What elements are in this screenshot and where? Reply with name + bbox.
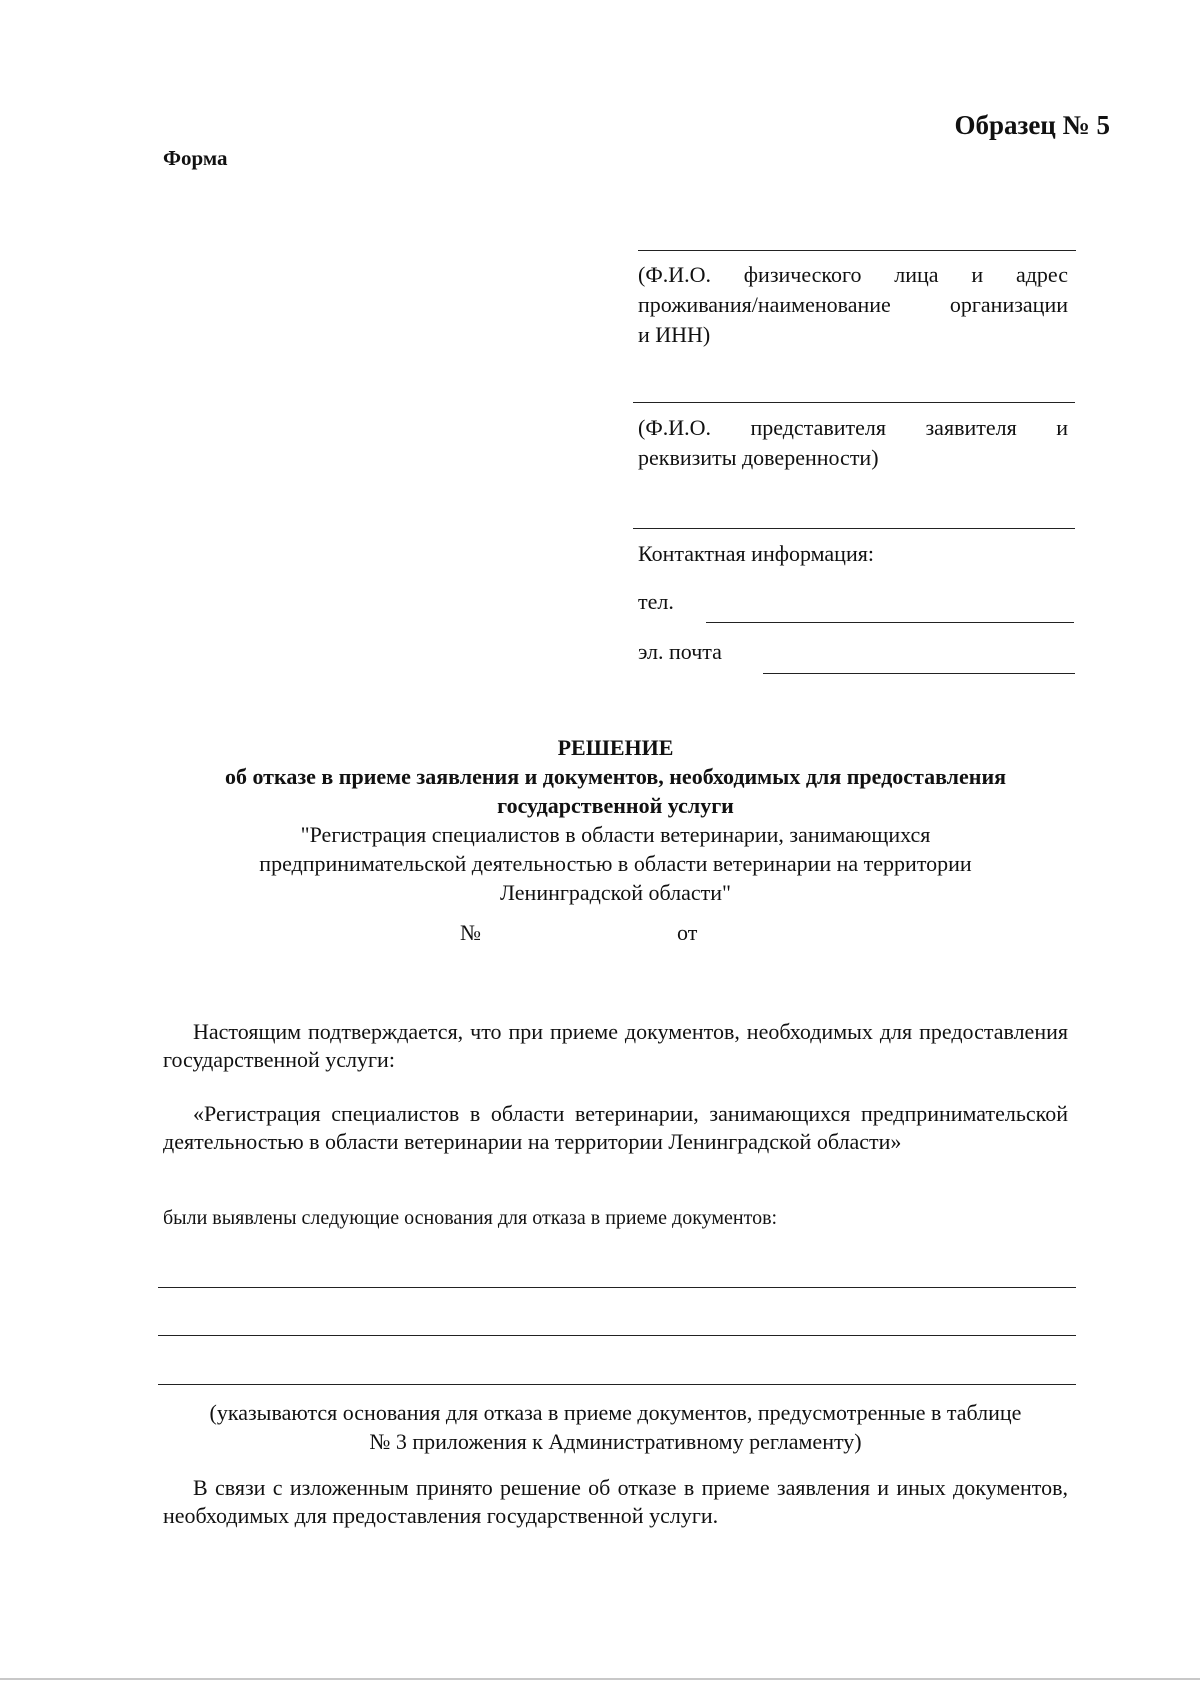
representative-caption: [638, 413, 1068, 473]
grounds-note-line: (указываются основания для отказа в приеме документов, предусмотренные в таблице: [209, 1400, 1022, 1425]
contact-info-line: [633, 528, 1075, 529]
service-name: "Регистрация специалистов в области ветеринарии, занимающихся: [300, 822, 931, 847]
phone-label: тел.: [638, 589, 674, 614]
grounds-line: [158, 1384, 1076, 1385]
service-paragraph: «Регистрация специалистов в области ветеринарии, занимающихся предпринимательской деятельностью в области ветеринарии на территории Ленинградской области»: [163, 1101, 1068, 1154]
grounds-line: [158, 1287, 1076, 1288]
representative-caption-line: (Ф.И.О. представителя заявителя и: [638, 415, 1068, 440]
grounds-line: [158, 1335, 1076, 1336]
grounds-note-line: № 3 приложения к Административному регламенту): [369, 1429, 862, 1454]
number-label: №: [460, 920, 481, 945]
phone-line: [706, 622, 1074, 623]
page-bottom-edge: [0, 1678, 1200, 1680]
email-line: [763, 673, 1075, 674]
decision-heading: [163, 733, 1068, 907]
contact-label: Контактная информация:: [638, 541, 874, 566]
form-label: Форма: [163, 146, 228, 170]
confirmation-paragraph: Настоящим подтверждается, что при приеме документов, необходимых для предоставления государственной услуги:: [163, 1019, 1068, 1072]
date-label: от: [677, 920, 698, 945]
applicant-caption-line: проживания/наименование организации: [638, 292, 1068, 317]
grounds-intro: были выявлены следующие основания для отказа в приеме документов:: [163, 1207, 778, 1229]
service-name: Ленинградской области": [500, 880, 731, 905]
applicant-caption: [638, 260, 1068, 350]
applicant-name-line: [638, 250, 1076, 251]
conclusion-paragraph: В связи с изложенным принято решение об отказе в приеме заявления и иных документов, необходимых для предоставления государственной услуги.: [163, 1475, 1068, 1528]
decision-subtitle: об отказе в приеме заявления и документов, необходимых для предоставления: [224, 764, 1007, 789]
decision-title: РЕШЕНИЕ: [557, 735, 674, 760]
applicant-caption-line: и ИНН): [638, 322, 711, 347]
applicant-caption-line: (Ф.И.О. физического лица и адрес: [638, 262, 1068, 287]
decision-subtitle: государственной услуги: [497, 793, 734, 818]
sample-number: Образец № 5: [954, 110, 1110, 140]
representative-caption-line: реквизиты доверенности): [638, 445, 879, 470]
service-name: предпринимательской деятельностью в области ветеринарии на территории: [259, 851, 972, 876]
representative-name-line: [633, 402, 1075, 403]
grounds-note: [163, 1398, 1068, 1456]
email-label: эл. почта: [638, 639, 722, 664]
